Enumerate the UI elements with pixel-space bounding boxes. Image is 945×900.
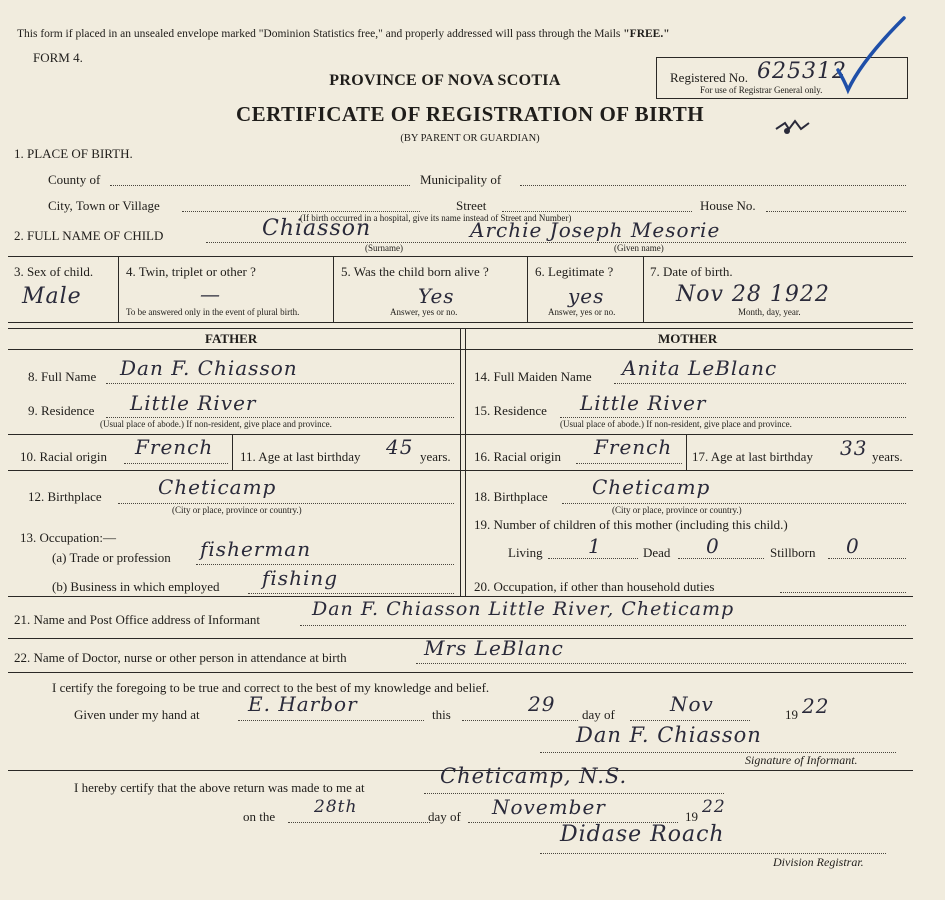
father-residence-label: 9. Residence <box>28 403 95 418</box>
registered-label: Registered No. <box>670 70 748 85</box>
informant-value: Dan F. Chiasson Little River, Cheticamp <box>312 598 735 620</box>
place-of-birth-label: 1. PLACE OF BIRTH. <box>14 146 133 161</box>
informant-signature-caption: Signature of Informant. <box>745 753 858 767</box>
doctor-rule <box>8 672 913 673</box>
father-racial-line <box>124 463 228 464</box>
father-residence-line <box>106 417 454 418</box>
mother-occupation-label: 20. Occupation, if other than household duties <box>474 579 715 594</box>
registrar-stamp-icon <box>773 117 815 137</box>
sex-label: 3. Sex of child. <box>14 264 94 279</box>
registrar-statement: I hereby certify that the above return was made to me at <box>74 780 365 795</box>
legit-label: 6. Legitimate ? <box>535 264 614 279</box>
row-3-top-rule <box>8 256 913 257</box>
father-age-divider <box>232 434 233 470</box>
certificate-title: CERTIFICATE OF REGISTRATION OF BIRTH <box>235 102 705 126</box>
registrar-day-line <box>288 822 430 823</box>
father-name-label: 8. Full Name <box>28 369 97 384</box>
twin-label: 4. Twin, triplet or other ? <box>126 264 256 279</box>
postal-notice-free: "FREE." <box>623 28 670 40</box>
county-label: County of <box>48 172 101 187</box>
province-heading: PROVINCE OF NOVA SCOTIA <box>329 72 561 89</box>
doctor-line <box>416 663 906 664</box>
alive-note: Answer, yes or no. <box>390 307 458 317</box>
registrar-day-of-label: day of <box>428 809 461 824</box>
mother-racial-line <box>576 463 682 464</box>
legit-note: Answer, yes or no. <box>548 307 616 317</box>
child-surname: Chiasson <box>262 216 372 241</box>
legit-value: yes <box>568 284 605 308</box>
registrar-signature-line <box>540 853 886 854</box>
registrar-place-value: Cheticamp, N.S. <box>440 764 628 788</box>
registrar-day-value: 28th <box>314 797 358 817</box>
parents-heading-rule <box>8 349 913 350</box>
father-name-line <box>106 383 454 384</box>
alive-label: 5. Was the child born alive ? <box>341 264 489 279</box>
mother-racial-value: French <box>594 435 673 459</box>
mother-residence-value: Little River <box>580 391 707 415</box>
child-name-line <box>206 242 906 243</box>
mother-name-label: 14. Full Maiden Name <box>474 369 592 384</box>
certificate-subtitle: (BY PARENT OR GUARDIAN) <box>400 133 540 144</box>
mother-heading: MOTHER <box>658 331 718 346</box>
father-name-value: Dan F. Chiasson <box>120 356 298 380</box>
sex-value: Male <box>22 284 82 309</box>
parents-bottom-rule <box>8 596 913 597</box>
month-value: Nov <box>670 692 714 716</box>
row-3-divider-3 <box>527 256 528 322</box>
surname-caption: (Surname) <box>365 243 403 253</box>
this-label: this <box>432 707 451 722</box>
mother-birthplace-label: 18. Birthplace <box>474 489 548 504</box>
month-line <box>630 720 750 721</box>
racial-top-rule <box>8 434 913 435</box>
father-age-label: 11. Age at last birthday <box>240 449 361 464</box>
dob-value: Nov 28 1922 <box>676 282 830 307</box>
registrar-month-value: November <box>492 795 606 819</box>
mother-birthplace-line <box>562 503 906 504</box>
row-3-divider-1 <box>118 256 119 322</box>
postal-notice-text: This form if placed in an unsealed envelope marked "Dominion Statistics free," and properly addressed will pass through the Mails <box>17 28 621 40</box>
registrar-caption: Division Registrar. <box>773 855 864 869</box>
municipality-line <box>520 185 906 186</box>
father-racial-value: French <box>135 435 214 459</box>
doctor-value: Mrs LeBlanc <box>424 636 564 660</box>
registered-number: 625312 <box>757 59 847 84</box>
informant-line <box>300 625 906 626</box>
parents-top-rule <box>8 322 913 323</box>
father-residence-note: (Usual place of abode.) If non-resident, give place and province. <box>100 419 332 429</box>
municipality-label: Municipality of <box>420 172 502 187</box>
trade-label: (a) Trade or profession <box>52 550 171 565</box>
mother-years: years. <box>872 449 903 464</box>
dead-label: Dead <box>643 545 671 560</box>
given-label: Given under my hand at <box>74 707 200 722</box>
business-label: (b) Business in which employed <box>52 579 220 594</box>
father-racial-label: 10. Racial origin <box>20 449 108 464</box>
mother-birthplace-note: (City or place, province or country.) <box>612 505 742 515</box>
mother-children-label: 19. Number of children of this mother (including this child.) <box>474 517 788 532</box>
trade-value: fisherman <box>200 537 312 561</box>
father-birthplace-line <box>118 503 454 504</box>
mother-age-label: 17. Age at last birthday <box>692 449 813 464</box>
dead-value: 0 <box>706 534 720 558</box>
given-caption: (Given name) <box>614 243 664 253</box>
father-residence-value: Little River <box>130 391 257 415</box>
dob-note: Month, day, year. <box>738 307 801 317</box>
given-place-value: E. Harbor <box>248 692 358 716</box>
business-value: fishing <box>262 566 339 590</box>
mother-name-line <box>614 383 906 384</box>
day-value: 29 <box>528 692 556 716</box>
mother-racial-label: 16. Racial origin <box>474 449 562 464</box>
informant-label: 21. Name and Post Office address of Informant <box>14 612 260 627</box>
dead-line <box>678 558 764 559</box>
city-label: City, Town or Village <box>48 198 160 213</box>
on-label: on the <box>243 809 276 824</box>
mother-residence-label: 15. Residence <box>474 403 547 418</box>
twin-note: To be answered only in the event of plural birth. <box>126 307 300 317</box>
mother-occupation-line <box>780 592 906 593</box>
certification-statement: I certify the foregoing to be true and correct to the best of my knowledge and belief. <box>52 680 490 695</box>
father-age-value: 45 <box>386 435 414 459</box>
child-given-names: Archie Joseph Mesorie <box>470 218 721 242</box>
father-heading: FATHER <box>205 331 258 346</box>
house-line <box>766 211 906 212</box>
day-of-label: day of <box>582 707 615 722</box>
house-label: House No. <box>700 198 756 213</box>
informant-signature: Dan F. Chiasson <box>576 723 762 747</box>
living-label: Living <box>508 545 543 560</box>
mother-birthplace-value: Cheticamp <box>592 475 711 499</box>
row-3-divider-4 <box>643 256 644 322</box>
stillborn-value: 0 <box>846 534 860 558</box>
father-birthplace-value: Cheticamp <box>158 475 277 499</box>
street-line <box>502 211 692 212</box>
living-value: 1 <box>588 534 602 558</box>
father-occupation-label: 13. Occupation:— <box>20 530 117 545</box>
mother-name-value: Anita LeBlanc <box>622 356 778 380</box>
twin-value: — <box>200 282 221 306</box>
parents-divider-2 <box>465 328 466 596</box>
county-line <box>110 185 410 186</box>
racial-bottom-rule <box>8 470 913 471</box>
given-place-line <box>238 720 424 721</box>
check-mark-icon <box>832 10 912 100</box>
hospital-note: (If birth occurred in a hospital, give its name instead of Street and Number) <box>300 213 572 223</box>
row-3-divider-2 <box>333 256 334 322</box>
city-line <box>182 211 420 212</box>
day-line <box>462 720 578 721</box>
mother-residence-note: (Usual place of abode.) If non-resident, give place and province. <box>560 419 792 429</box>
year-prefix: 19 <box>785 707 798 722</box>
parents-divider <box>460 328 461 596</box>
doctor-label: 22. Name of Doctor, nurse or other person in attendance at birth <box>14 650 347 665</box>
registrar-signature: Didase Roach <box>560 822 725 847</box>
street-label: Street <box>456 198 487 213</box>
father-years: years. <box>420 449 451 464</box>
father-birthplace-note: (City or place, province or country.) <box>172 505 302 515</box>
postal-notice <box>17 28 670 40</box>
alive-value: Yes <box>418 284 455 308</box>
stillborn-label: Stillborn <box>770 545 816 560</box>
dob-label: 7. Date of birth. <box>650 264 733 279</box>
registrar-year-value: 22 <box>702 797 726 817</box>
trade-line <box>196 564 454 565</box>
year-value: 22 <box>802 694 830 718</box>
mother-residence-line <box>560 417 906 418</box>
form-number: FORM 4. <box>33 50 83 65</box>
child-name-label: 2. FULL NAME OF CHILD <box>14 228 164 243</box>
father-birthplace-label: 12. Birthplace <box>28 489 102 504</box>
stillborn-line <box>828 558 906 559</box>
mother-age-divider <box>686 434 687 470</box>
living-line <box>548 558 638 559</box>
business-line <box>248 593 454 594</box>
registrar-place-line <box>424 793 724 794</box>
registrar-year-prefix: 19 <box>685 809 698 824</box>
mother-age-value: 33 <box>840 436 868 460</box>
registrar-use-note: For use of Registrar General only. <box>700 85 823 95</box>
